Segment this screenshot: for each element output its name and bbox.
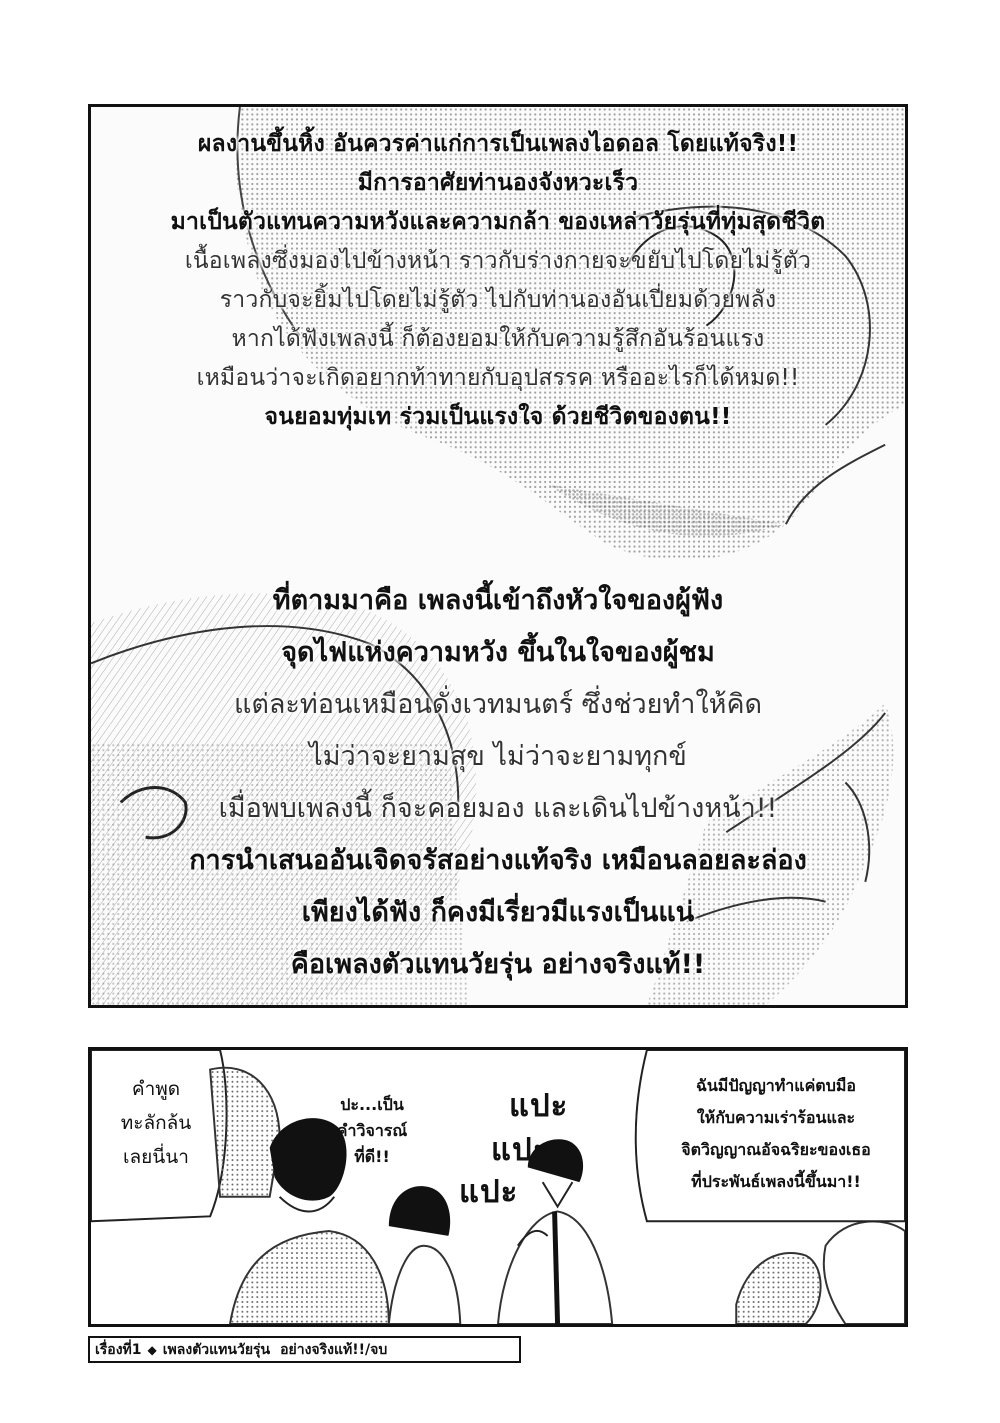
- speech-line: คำพูด: [131, 1078, 181, 1100]
- narration-line: เหมือนว่าจะเกิดอยากท้าทายกับอุปสรรค หรืออะไรก็ได้หมด!!: [196, 365, 800, 391]
- episode-label: เรื่องที่1: [95, 1341, 142, 1358]
- narration-line: เพียงได้ฟัง ก็คงมีเรี่ยวมีแรงเป็นแน่: [301, 897, 695, 928]
- speech-line: จิตวิญญาณอัจฉริยะของเธอ: [681, 1140, 871, 1159]
- sfx-text: แปะ: [491, 1132, 551, 1168]
- narration-line: แต่ละท่อนเหมือนดั่งเวทมนตร์ ซึ่งช่วยทำให้คิด: [233, 689, 763, 720]
- narration-line: ผลงานขึ้นหิ้ง อันควรค่าแก่การเป็นเพลงไอดอล โดยแท้จริง!!: [197, 131, 799, 157]
- speech-line: ทะลักล้น: [120, 1112, 192, 1134]
- narration-line: ที่ตามมาคือ เพลงนี้เข้าถึงหัวใจของผู้ฟัง: [272, 585, 724, 616]
- sfx-text: แปะ: [459, 1174, 519, 1210]
- speech-line: เลยนี่นา: [123, 1146, 189, 1168]
- speech-line: ให้กับความเร่าร้อนและ: [696, 1108, 856, 1127]
- narration-line: ไม่ว่าจะยามสุข ไม่ว่าจะยามทุกข์: [309, 741, 687, 772]
- speech-line: ที่ประพันธ์เพลงนี้ขึ้นมา!!: [691, 1172, 861, 1191]
- narration-block-2: [91, 575, 905, 991]
- narration-line: การนำเสนออันเจิดจรัสอย่างแท้จริง เหมือนลอยละล่อง: [189, 845, 807, 876]
- diamond-icon: ◆: [147, 1342, 157, 1357]
- narration-line: เมื่อพบเพลงนี้ ก็จะคอยมอง และเดินไปข้างหน้า!!: [218, 793, 778, 824]
- narration-line: มาเป็นตัวแทนความหวังและความกล้า ของเหล่าวัยรุ่นที่ทุ่มสุดชีวิต: [170, 209, 826, 235]
- narration-line: เนื้อเพลงซึ่งมองไปข้างหน้า ราวกับร่างกายจะขยับไปโดยไม่รู้ตัว: [184, 248, 812, 274]
- speech-bubble-middle: [327, 1092, 417, 1170]
- narration-line: มีการอาศัยท่านองจังหวะเร็ว: [357, 170, 639, 196]
- narration-line: หากได้ฟังเพลงนี้ ก็ต้องยอมให้กับความรู้สึกอันร้อนแรง: [231, 326, 765, 352]
- chapter-title: เพลงตัวแทนวัยรุ่น: [162, 1341, 271, 1358]
- speech-line: คำวิจารณ์: [336, 1121, 408, 1140]
- speech-bubble-left: [101, 1072, 211, 1174]
- speech-bubble-right: [651, 1070, 901, 1198]
- narration-line: คือเพลงตัวแทนวัยรุ่น อย่างจริงแท้!!: [290, 949, 706, 980]
- narration-line: จุดไฟแห่งความหวัง ขึ้นในใจของผู้ชม: [281, 637, 715, 668]
- speech-line: ที่ดี!!: [354, 1147, 390, 1166]
- narration-block-1: [91, 125, 905, 437]
- chapter-end-caption: [88, 1336, 521, 1363]
- chapter-title-end: อย่างจริงแท้!!/จบ: [280, 1341, 388, 1358]
- manga-panel-bottom: [88, 1047, 908, 1327]
- narration-line: ราวกับจะยิ้มไปโดยไม่รู้ตัว ไปกับท่านองอันเปี่ยมด้วยพลัง: [219, 287, 777, 313]
- narration-line: จนยอมทุ่มเท ร่วมเป็นแรงใจ ด้วยชีวิตของตน!!: [264, 404, 732, 430]
- speech-line: ฉันมีปัญญาทำแค่ตบมือ: [695, 1076, 857, 1095]
- manga-panel-top: [88, 104, 908, 1008]
- sfx-text: แปะ: [509, 1088, 569, 1124]
- speech-line: ปะ...เป็น: [340, 1095, 404, 1114]
